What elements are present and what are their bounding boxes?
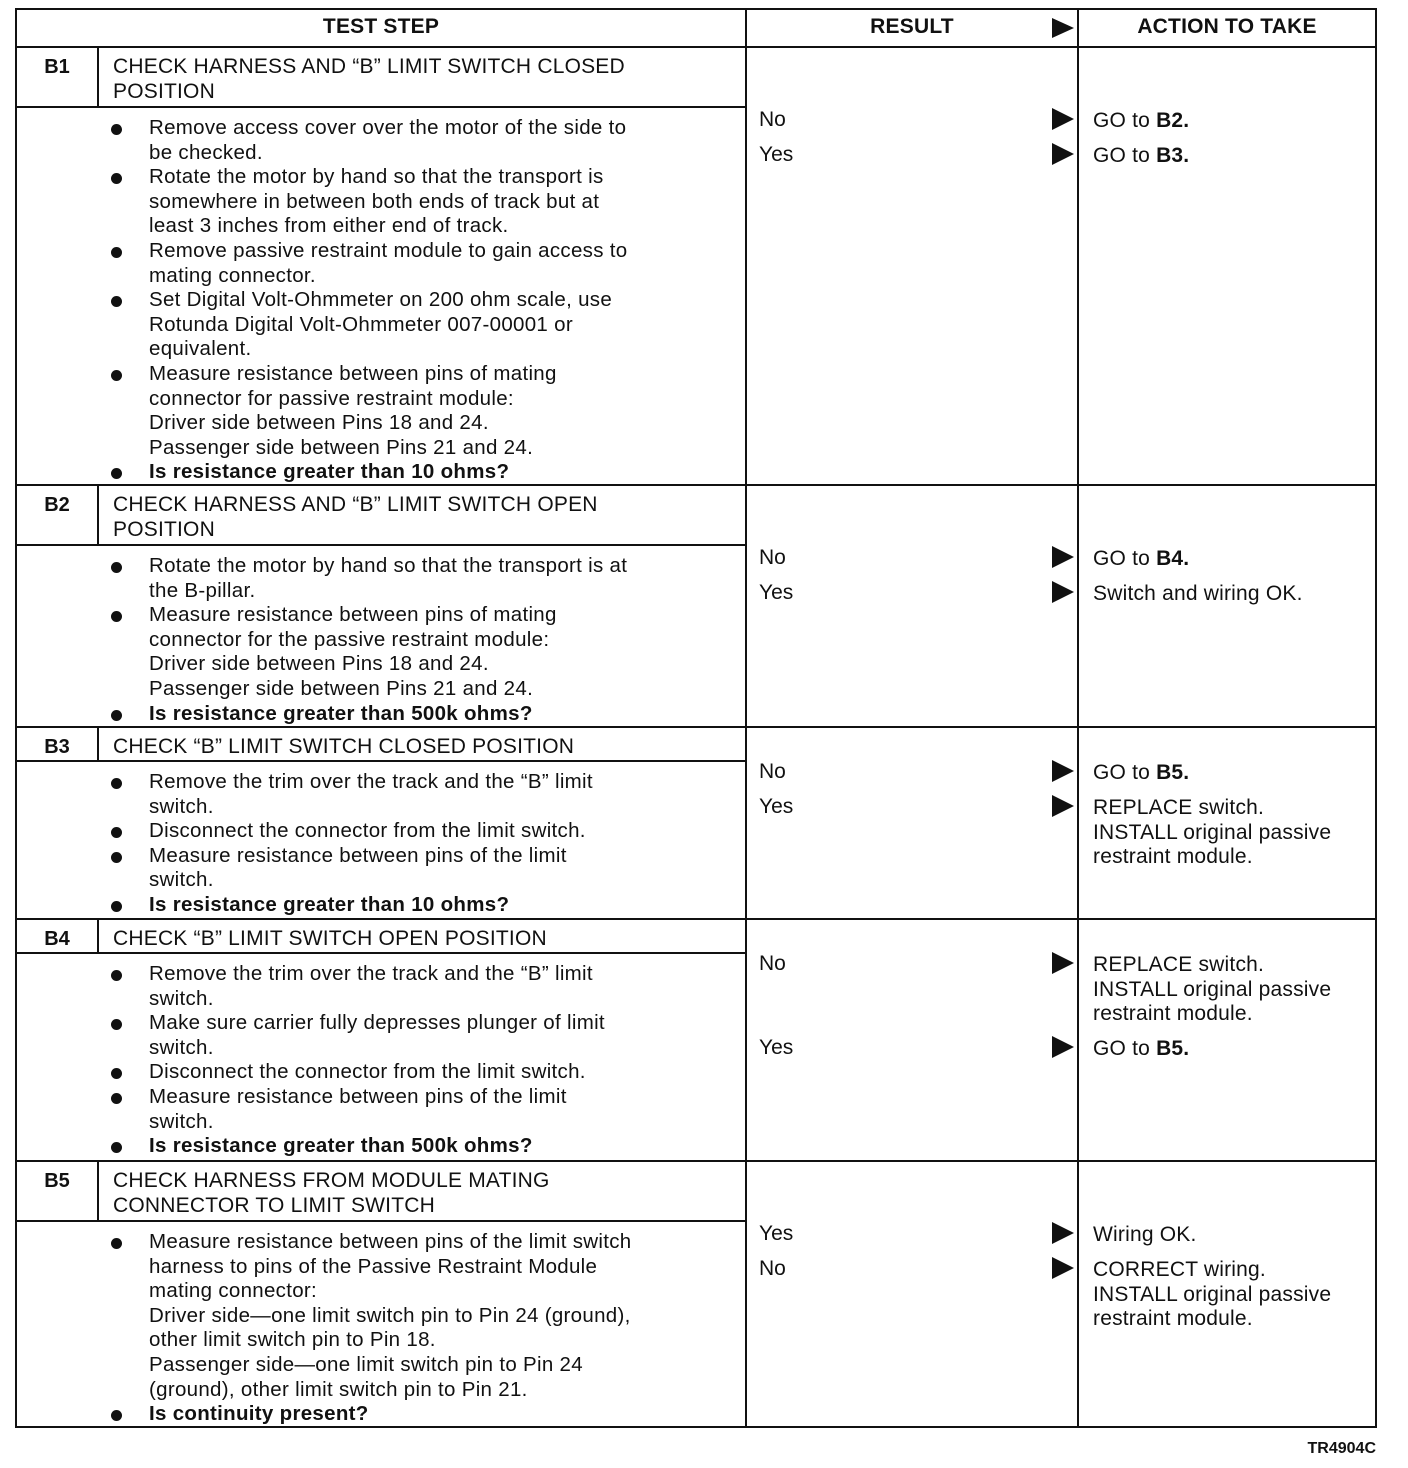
instruction-line: mating connector. xyxy=(149,263,316,287)
step-id: B2 xyxy=(17,486,99,544)
instruction-line: Is resistance greater than 500k ohms? xyxy=(149,701,533,725)
action-text: GO to xyxy=(1093,144,1157,167)
step-title-line: POSITION xyxy=(113,80,215,103)
instruction-line: Make sure carrier fully depresses plunger of limit xyxy=(149,1011,605,1035)
step-instruction xyxy=(17,962,735,1011)
step-instruction xyxy=(17,288,735,362)
step-title xyxy=(101,486,745,546)
step-title-bar xyxy=(17,728,745,762)
step-instructions xyxy=(17,108,745,489)
step-instruction xyxy=(17,1230,735,1402)
step-instruction xyxy=(17,819,735,844)
step-instruction xyxy=(17,770,735,819)
result-arrow-icon xyxy=(1051,143,1075,165)
action-to-take xyxy=(1093,761,1383,786)
instruction-line: switch. xyxy=(149,986,214,1010)
instruction-line: Measure resistance between pins of the limit xyxy=(149,1084,567,1108)
step-instruction xyxy=(17,362,735,460)
column-divider xyxy=(745,920,747,1160)
column-divider xyxy=(745,48,747,484)
instruction-line: Passenger side between Pins 21 and 24. xyxy=(149,676,534,700)
step-instruction xyxy=(17,1085,735,1134)
test-step-row xyxy=(17,46,1375,484)
step-question xyxy=(17,702,735,727)
step-title-line: CHECK HARNESS FROM MODULE MATING xyxy=(113,1169,550,1192)
instruction-line: Remove the trim over the track and the “B” limit xyxy=(149,770,593,793)
result-label: Yes xyxy=(759,143,794,166)
instruction-line: Driver side between Pins 18 and 24. xyxy=(149,411,489,435)
test-step-cell xyxy=(17,48,745,489)
step-title-line: CHECK HARNESS AND “B” LIMIT SWITCH CLOSED xyxy=(113,55,625,78)
instruction-line: Rotunda Digital Volt-Ohmmeter 007-00001 or xyxy=(149,312,573,336)
column-divider xyxy=(1077,920,1079,1160)
action-line: restraint module. xyxy=(1093,1002,1253,1026)
instruction-line: the B-pillar. xyxy=(149,578,256,602)
instruction-line: Measure resistance between pins of the limit switch xyxy=(149,1230,632,1253)
instruction-line: Rotate the motor by hand so that the transport is xyxy=(149,165,604,189)
action-line: restraint module. xyxy=(1093,1307,1253,1331)
action-step-ref: B5. xyxy=(1156,761,1190,784)
step-instruction xyxy=(17,1060,735,1085)
test-step-cell xyxy=(17,1162,745,1431)
figure-reference: TR4904C xyxy=(1307,1440,1376,1457)
header-result: RESULT xyxy=(870,15,954,38)
step-instruction xyxy=(17,239,735,288)
action-line: REPLACE switch. xyxy=(1093,953,1265,976)
instruction-line: equivalent. xyxy=(149,337,252,361)
result-label: Yes xyxy=(759,1222,794,1245)
step-title-line: POSITION xyxy=(113,518,215,541)
action-line: REPLACE switch. xyxy=(1093,796,1265,819)
instruction-line: least 3 inches from either end of track. xyxy=(149,214,509,238)
instruction-line: switch. xyxy=(149,868,214,892)
action-step-ref: B5. xyxy=(1156,1037,1190,1060)
step-instruction xyxy=(17,116,735,165)
action-to-take xyxy=(1093,953,1383,1027)
instruction-line: Is resistance greater than 10 ohms? xyxy=(149,892,510,916)
column-divider xyxy=(1077,10,1079,46)
action-to-take xyxy=(1093,582,1383,607)
action-to-take xyxy=(1093,1037,1383,1062)
action-line: INSTALL original passive xyxy=(1093,977,1332,1001)
instruction-line: Rotate the motor by hand so that the transport is at xyxy=(149,554,628,577)
header-test-step: TEST STEP xyxy=(322,15,440,38)
instruction-line: Measure resistance between pins of mating xyxy=(149,603,557,627)
instruction-line: Passenger side between Pins 21 and 24. xyxy=(149,435,534,459)
instruction-line: Is resistance greater than 10 ohms? xyxy=(149,460,510,484)
step-instructions xyxy=(17,954,745,1163)
result-arrow-icon xyxy=(1051,795,1075,817)
action-step-ref: B2. xyxy=(1156,109,1190,132)
result-arrow-icon xyxy=(1051,546,1075,568)
instruction-line: switch. xyxy=(149,1035,214,1059)
action-to-take xyxy=(1093,547,1383,572)
step-title xyxy=(101,920,745,955)
instruction-line: Remove passive restraint module to gain access to xyxy=(149,238,628,262)
result-label: Yes xyxy=(759,581,794,604)
column-divider xyxy=(745,10,747,46)
instruction-line: be checked. xyxy=(149,140,263,164)
step-instruction xyxy=(17,844,735,893)
instruction-line: Driver side—one limit switch pin to Pin 24 (ground), xyxy=(149,1303,631,1327)
instruction-line: Measure resistance between pins of mating xyxy=(149,361,557,385)
action-text: GO to xyxy=(1093,1037,1157,1060)
test-step-cell xyxy=(17,486,745,730)
test-step-row xyxy=(17,726,1375,918)
test-step-cell xyxy=(17,920,745,1163)
test-step-row xyxy=(17,1160,1375,1426)
step-question xyxy=(17,460,735,485)
step-question xyxy=(17,1402,735,1427)
step-instruction xyxy=(17,554,735,603)
instruction-line: Remove access cover over the motor of the side to xyxy=(149,116,627,139)
step-title-line: CHECK “B” LIMIT SWITCH CLOSED POSITION xyxy=(113,735,575,758)
action-line: INSTALL original passive xyxy=(1093,820,1332,844)
instruction-line: Passenger side—one limit switch pin to Pin 24 xyxy=(149,1352,583,1376)
instruction-line: Measure resistance between pins of the limit xyxy=(149,843,567,867)
instruction-line: switch. xyxy=(149,794,214,818)
step-title-bar xyxy=(17,48,745,108)
result-arrow-icon xyxy=(1051,108,1075,130)
diagnostic-table xyxy=(15,8,1377,1428)
action-line: Switch and wiring OK. xyxy=(1093,582,1303,605)
step-title xyxy=(101,1162,745,1222)
step-title xyxy=(101,728,745,763)
action-step-ref: B4. xyxy=(1156,547,1190,570)
result-label: No xyxy=(759,1257,786,1280)
action-text: GO to xyxy=(1093,761,1157,784)
instruction-line: Is resistance greater than 500k ohms? xyxy=(149,1134,533,1158)
table-header xyxy=(17,10,1375,46)
step-id: B3 xyxy=(17,728,99,760)
column-divider xyxy=(1077,486,1079,726)
step-title-bar xyxy=(17,920,745,954)
result-label: No xyxy=(759,546,786,569)
result-arrow-icon xyxy=(1051,581,1075,603)
step-title xyxy=(101,48,745,108)
instruction-line: Disconnect the connector from the limit switch. xyxy=(149,819,586,843)
result-arrow-icon xyxy=(1051,760,1075,782)
instruction-line: switch. xyxy=(149,1109,214,1133)
instruction-line: Set Digital Volt-Ohmmeter on 200 ohm scale, use xyxy=(149,288,613,312)
header-action-to-take: ACTION TO TAKE xyxy=(1137,15,1317,38)
action-to-take xyxy=(1093,1258,1383,1332)
instruction-line: mating connector: xyxy=(149,1279,318,1303)
result-arrow-icon xyxy=(1051,1257,1075,1279)
action-to-take xyxy=(1093,1223,1383,1248)
instruction-line: Remove the trim over the track and the “B” limit xyxy=(149,962,593,985)
test-step-row xyxy=(17,918,1375,1160)
result-label: Yes xyxy=(759,1036,794,1059)
action-line: restraint module. xyxy=(1093,845,1253,869)
step-instruction xyxy=(17,165,735,239)
result-label: No xyxy=(759,952,786,975)
instruction-line: connector for the passive restraint module: xyxy=(149,627,550,651)
action-to-take xyxy=(1093,109,1383,134)
result-label: Yes xyxy=(759,795,794,818)
instruction-line: Driver side between Pins 18 and 24. xyxy=(149,652,489,676)
result-arrow-icon xyxy=(1051,952,1075,974)
action-to-take xyxy=(1093,796,1383,870)
step-instruction xyxy=(17,1011,735,1060)
action-text: GO to xyxy=(1093,547,1157,570)
action-to-take xyxy=(1093,144,1383,169)
step-instruction xyxy=(17,603,735,701)
action-line: CORRECT wiring. xyxy=(1093,1258,1266,1281)
instruction-line: connector for passive restraint module: xyxy=(149,386,514,410)
action-text: GO to xyxy=(1093,109,1157,132)
step-instructions xyxy=(17,1222,745,1431)
instruction-line: harness to pins of the Passive Restraint Module xyxy=(149,1254,598,1278)
step-title-bar xyxy=(17,486,745,546)
result-label: No xyxy=(759,760,786,783)
step-id: B5 xyxy=(17,1162,99,1220)
column-divider xyxy=(745,486,747,726)
step-title-line: CHECK “B” LIMIT SWITCH OPEN POSITION xyxy=(113,927,547,950)
step-id: B4 xyxy=(17,920,99,952)
step-title-line: CHECK HARNESS AND “B” LIMIT SWITCH OPEN xyxy=(113,493,598,516)
action-line: Wiring OK. xyxy=(1093,1223,1197,1246)
instruction-line: Disconnect the connector from the limit switch. xyxy=(149,1060,586,1084)
instruction-line: other limit switch pin to Pin 18. xyxy=(149,1328,436,1352)
action-step-ref: B3. xyxy=(1156,144,1190,167)
result-arrow-icon xyxy=(1051,1036,1075,1058)
column-divider xyxy=(745,728,747,918)
step-instructions xyxy=(17,546,745,730)
step-title-line: CONNECTOR TO LIMIT SWITCH xyxy=(113,1194,435,1217)
result-arrow-icon xyxy=(1051,1222,1075,1244)
step-id: B1 xyxy=(17,48,99,106)
instruction-line: (ground), other limit switch pin to Pin 21. xyxy=(149,1377,528,1401)
column-divider xyxy=(1077,48,1079,484)
test-step-cell xyxy=(17,728,745,922)
test-step-row xyxy=(17,484,1375,726)
column-divider xyxy=(1077,1162,1079,1426)
header-arrow-icon xyxy=(1051,18,1075,38)
column-divider xyxy=(745,1162,747,1426)
step-question xyxy=(17,1134,735,1159)
step-instructions xyxy=(17,762,745,922)
step-question xyxy=(17,893,735,918)
instruction-line: somewhere in between both ends of track but at xyxy=(149,189,600,213)
step-title-bar xyxy=(17,1162,745,1222)
column-divider xyxy=(1077,728,1079,918)
instruction-line: Is continuity present? xyxy=(149,1402,369,1426)
result-label: No xyxy=(759,108,786,131)
action-line: INSTALL original passive xyxy=(1093,1282,1332,1306)
